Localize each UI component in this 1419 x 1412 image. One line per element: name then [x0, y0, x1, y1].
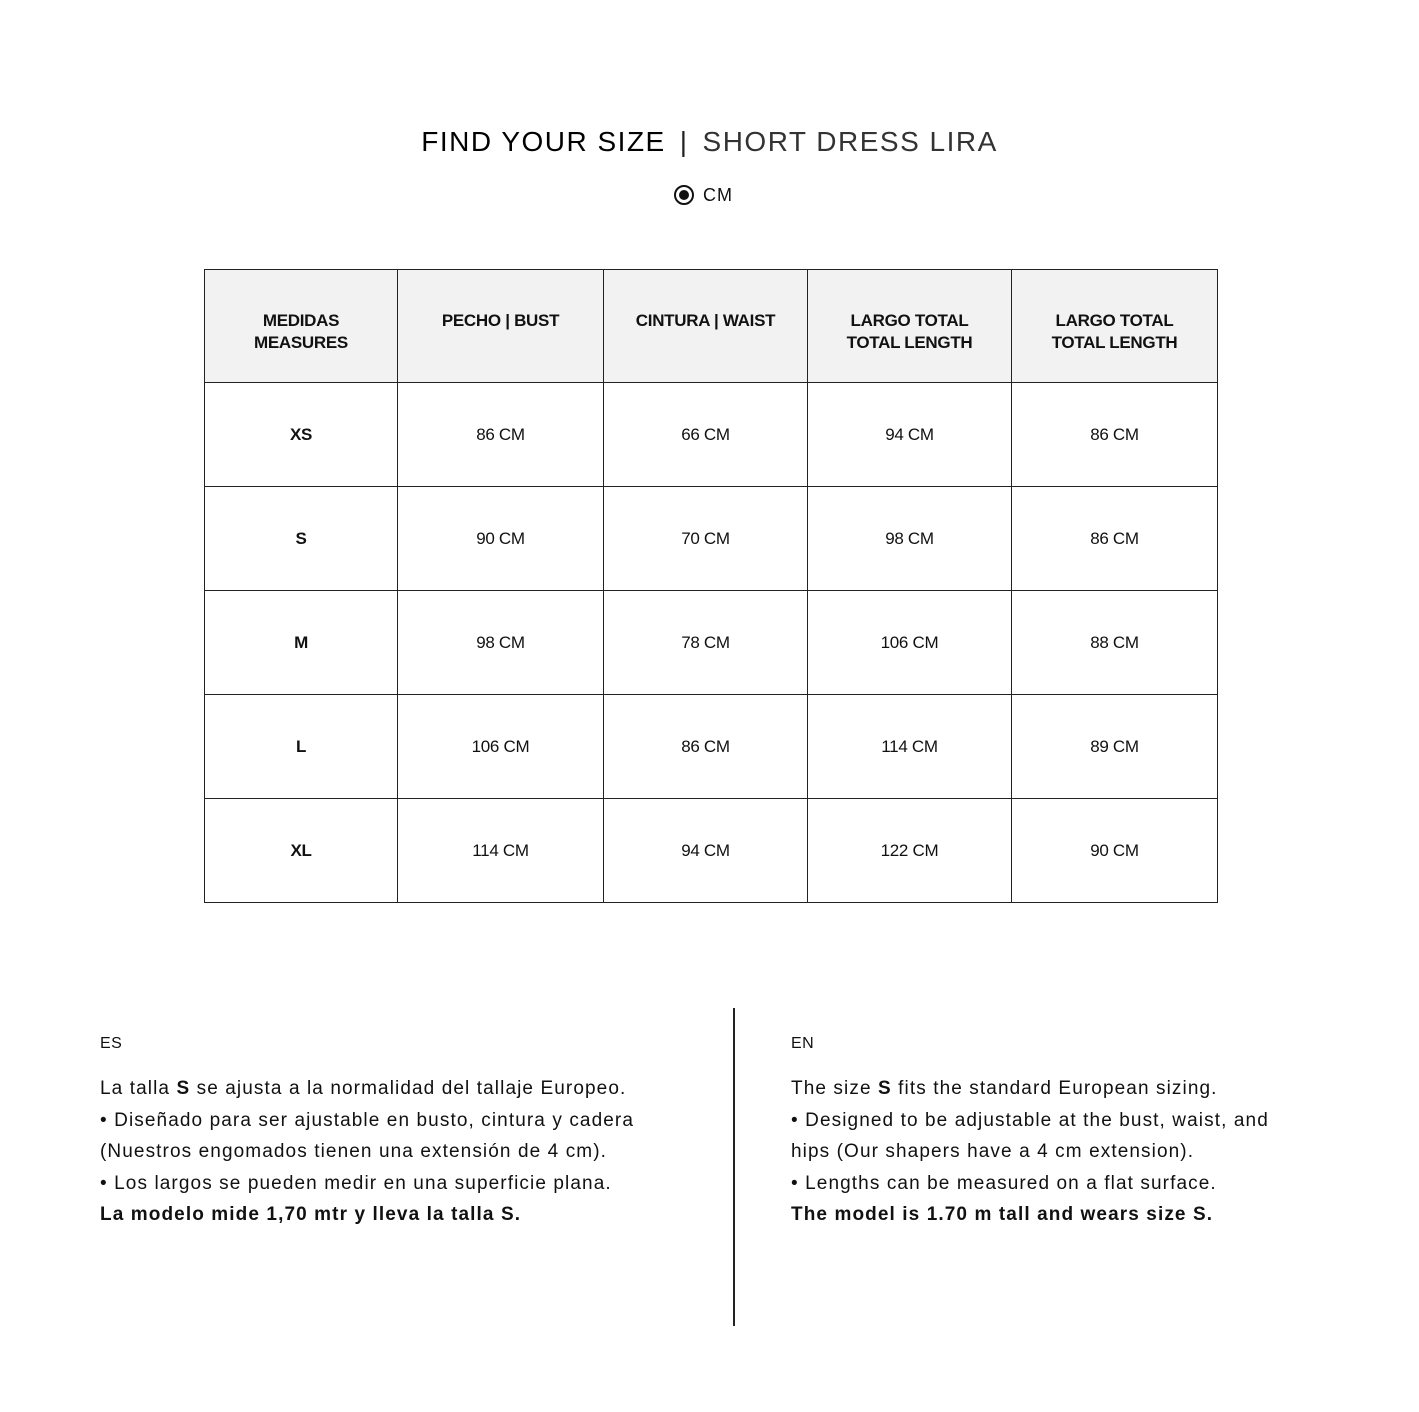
length-cell-2: 88 CM — [1012, 591, 1218, 695]
language-label: ES — [100, 1035, 123, 1052]
unit-label: CM — [703, 184, 733, 205]
header-label: TOTAL LENGTH — [846, 333, 973, 352]
header-total-length-2 — [1012, 270, 1218, 383]
notes-english — [791, 1030, 1401, 1231]
header-label: CINTURA | WAIST — [635, 311, 776, 330]
bust-cell: 106 CM — [398, 695, 604, 799]
header-label: MEASURES — [254, 333, 348, 352]
bust-cell: 86 CM — [398, 383, 604, 487]
table-header-row — [205, 270, 1218, 383]
table-row — [205, 591, 1218, 695]
size-cell: L — [205, 695, 398, 799]
length-cell: 94 CM — [808, 383, 1012, 487]
size-cell: XS — [205, 383, 398, 487]
length-cell-2: 89 CM — [1012, 695, 1218, 799]
note-line: The size S fits the standard European sizing. — [791, 1078, 1218, 1099]
table-row — [205, 695, 1218, 799]
notes-spanish — [100, 1030, 710, 1231]
header-label: TOTAL LENGTH — [1051, 333, 1178, 352]
unit-radio-cm[interactable] — [674, 182, 733, 208]
table-row — [205, 487, 1218, 591]
length-cell: 106 CM — [808, 591, 1012, 695]
table-row — [205, 799, 1218, 903]
note-line: • Designed to be adjustable at the bust, waist, and — [791, 1109, 1269, 1131]
header-bust — [398, 270, 604, 383]
language-label: EN — [791, 1035, 815, 1052]
header-label: PECHO | BUST — [441, 311, 560, 330]
waist-cell: 78 CM — [604, 591, 808, 695]
title-separator: | — [679, 126, 689, 157]
size-table — [204, 269, 1218, 903]
size-cell: M — [205, 591, 398, 695]
note-line: • Diseñado para ser ajustable en busto, cintura y cadera — [100, 1109, 635, 1131]
page-title — [0, 122, 1419, 162]
table-row — [205, 383, 1218, 487]
header-label: MEDIDAS — [262, 311, 340, 330]
model-note: The model is 1.70 m tall and wears size S. — [791, 1204, 1214, 1225]
header-waist — [604, 270, 808, 383]
column-divider — [733, 1008, 735, 1326]
model-note: La modelo mide 1,70 mtr y lleva la talla S. — [100, 1204, 522, 1225]
note-line: • Los largos se pueden medir en una superficie plana. — [100, 1172, 612, 1194]
length-cell: 114 CM — [808, 695, 1012, 799]
header-total-length — [808, 270, 1012, 383]
size-cell: XL — [205, 799, 398, 903]
bust-cell: 114 CM — [398, 799, 604, 903]
waist-cell: 70 CM — [604, 487, 808, 591]
bust-cell: 90 CM — [398, 487, 604, 591]
length-cell-2: 86 CM — [1012, 383, 1218, 487]
header-label: LARGO TOTAL — [1055, 311, 1174, 330]
waist-cell: 94 CM — [604, 799, 808, 903]
title-main: FIND YOUR SIZE — [421, 126, 666, 157]
product-name: SHORT DRESS LIRA — [702, 126, 998, 157]
note-line: (Nuestros engomados tienen una extensión de 4 cm). — [100, 1141, 608, 1162]
length-cell-2: 90 CM — [1012, 799, 1218, 903]
note-line: • Lengths can be measured on a flat surface. — [791, 1172, 1217, 1194]
header-measures — [205, 270, 398, 383]
length-cell: 122 CM — [808, 799, 1012, 903]
header-label: LARGO TOTAL — [850, 311, 969, 330]
radio-selected-icon[interactable] — [674, 185, 694, 205]
waist-cell: 86 CM — [604, 695, 808, 799]
bust-cell: 98 CM — [398, 591, 604, 695]
size-cell: S — [205, 487, 398, 591]
length-cell-2: 86 CM — [1012, 487, 1218, 591]
waist-cell: 66 CM — [604, 383, 808, 487]
note-line: hips (Our shapers have a 4 cm extension). — [791, 1141, 1195, 1162]
note-line: La talla S se ajusta a la normalidad del tallaje Europeo. — [100, 1078, 627, 1099]
length-cell: 98 CM — [808, 487, 1012, 591]
